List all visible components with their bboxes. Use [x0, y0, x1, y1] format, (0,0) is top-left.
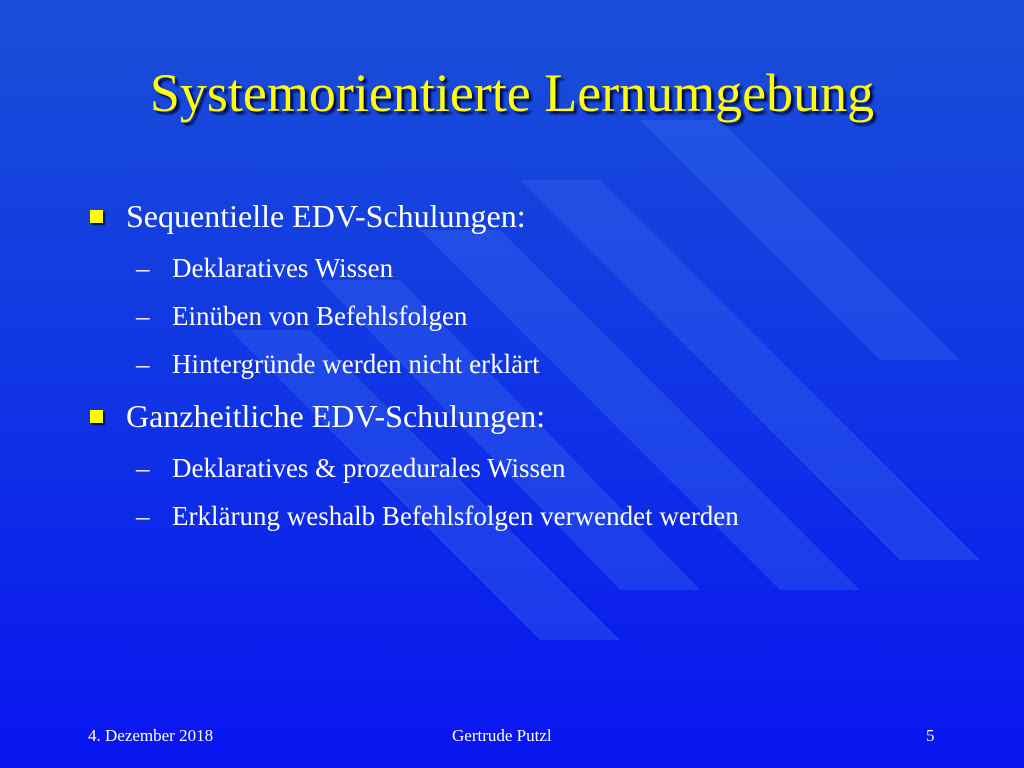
- footer-author: Gertrude Putzl: [452, 726, 552, 745]
- dash-bullet: –: [136, 501, 150, 531]
- sub-item: [88, 292, 988, 340]
- bullet-text: Ganzheitliche EDV-Schulungen:: [126, 398, 546, 434]
- dash-bullet: –: [136, 349, 150, 379]
- bullet-item: [88, 396, 988, 444]
- slide-title: Systemorientierte Lernumgebung: [149, 63, 875, 123]
- sub-item-text: Deklaratives Wissen: [172, 253, 394, 283]
- sub-item-text: Erklärung weshalb Befehlsfolgen verwendet werden: [172, 501, 739, 531]
- slide-content: [88, 196, 988, 540]
- sub-item: [88, 444, 988, 492]
- footer-date: 4. Dezember 2018: [88, 726, 214, 745]
- dash-bullet: –: [136, 453, 150, 483]
- dash-bullet: –: [136, 253, 150, 283]
- sub-item: [88, 244, 988, 292]
- sub-item-text: Deklaratives & prozedurales Wissen: [172, 453, 566, 483]
- sub-item: [88, 492, 988, 540]
- sub-item-text: Hintergründe werden nicht erklärt: [172, 349, 540, 379]
- bullet-text: Sequentielle EDV-Schulungen:: [126, 198, 526, 234]
- sub-item: [88, 340, 988, 388]
- square-bullet-icon: [90, 410, 103, 423]
- sub-item-text: Einüben von Befehlsfolgen: [172, 301, 468, 331]
- dash-bullet: –: [136, 301, 150, 331]
- square-bullet-icon: [90, 210, 103, 223]
- bullet-item: [88, 196, 988, 244]
- page-number: 5: [926, 726, 935, 745]
